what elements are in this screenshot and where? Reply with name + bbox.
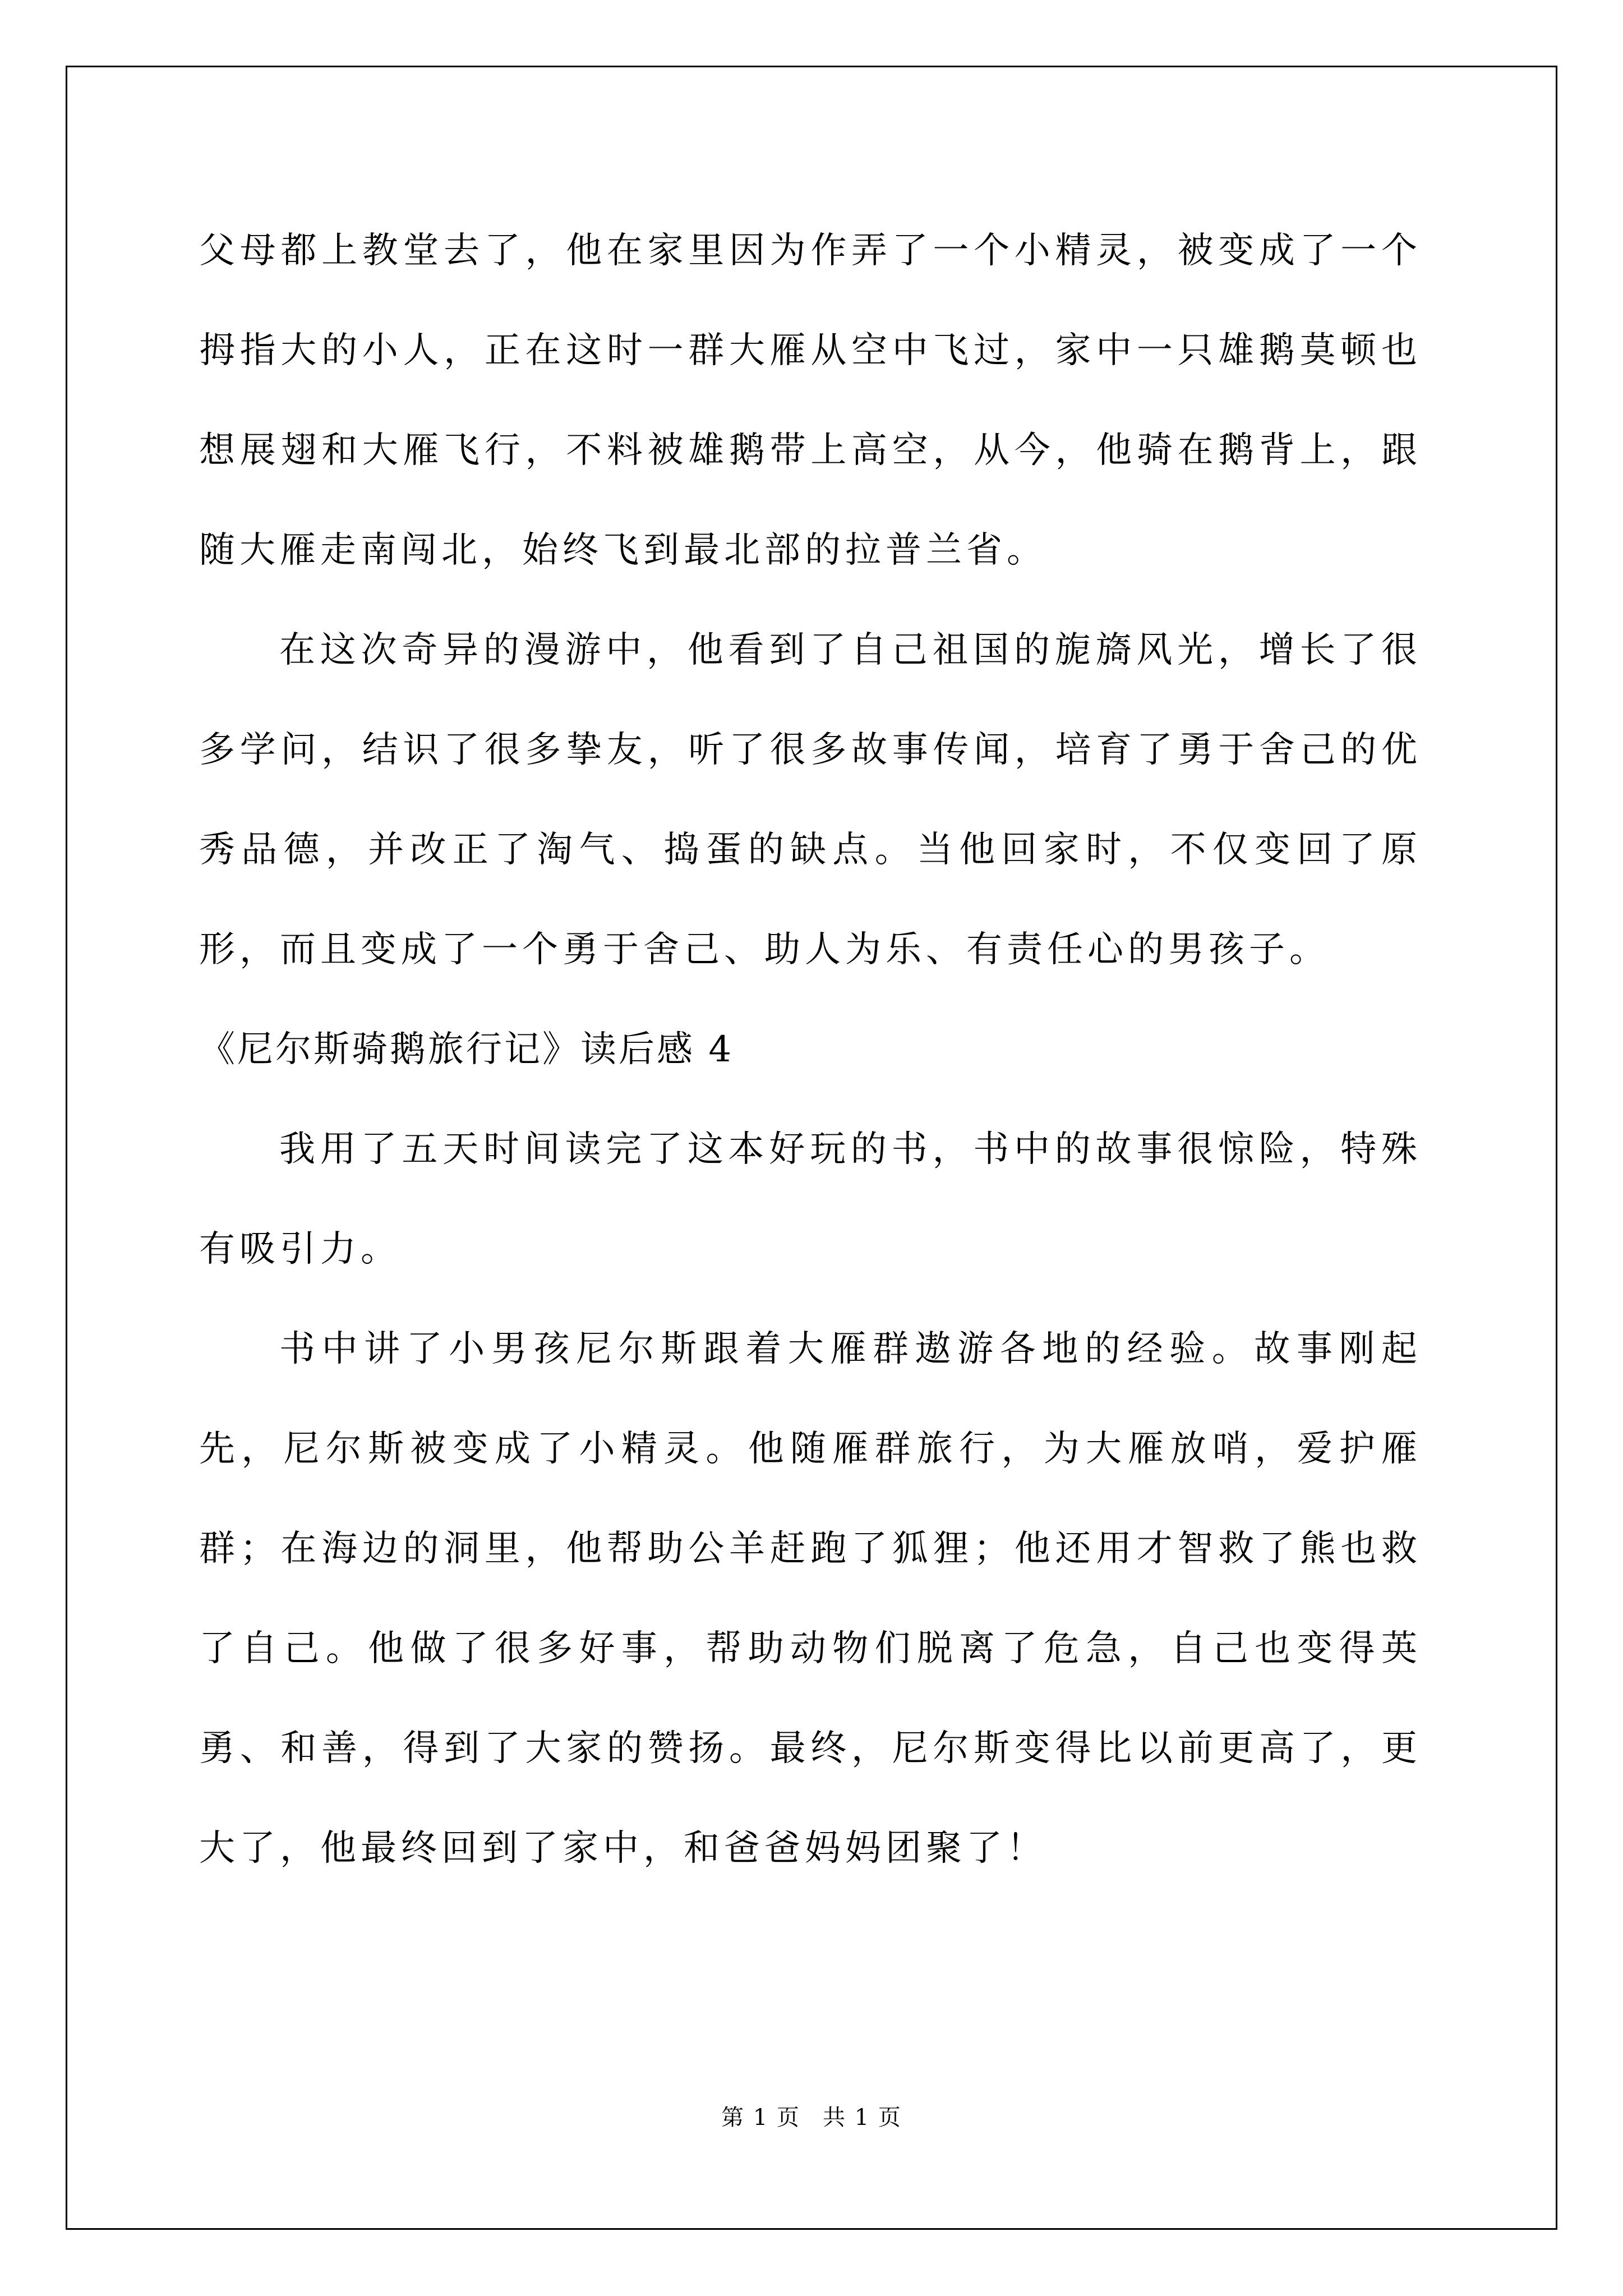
document-body bbox=[199, 201, 1422, 1898]
section-heading: 《尼尔斯骑鹅旅行记》读后感 4 bbox=[199, 1029, 734, 1070]
page-footer bbox=[0, 2101, 1623, 2134]
text-line: 在这次奇异的漫游中，他看到了自己祖国的旎旖风光，增长了很 bbox=[279, 629, 1422, 671]
text-line: 得到了大家的赞扬。最终，尼尔斯变得比以前更高了，更大了，他最 bbox=[199, 1728, 1422, 1869]
paragraph-1 bbox=[199, 201, 1422, 600]
text-line: 尼尔斯被变成了小精灵。他随雁群旅行，为大雁放哨，爱护雁群；在 bbox=[199, 1428, 1422, 1570]
text-line: 父母都上教堂去了，他在家里因为作弄了一个小精灵，被变成了一个 bbox=[199, 230, 1422, 272]
text-line: 他做了很多好事，帮助动物们脱离了危急，自己也变得英勇、和善， bbox=[199, 1628, 1422, 1769]
paragraph-3 bbox=[199, 1099, 1422, 1299]
text-line: 有吸引力。 bbox=[199, 1228, 401, 1270]
text-line: 多学问，结识了很多挚友，听了很多故事传闻，培育了勇于舍己的优 bbox=[199, 729, 1422, 771]
paragraph-2 bbox=[199, 600, 1422, 1000]
text-line: 终回到了家中，和爸爸妈妈团聚了！ bbox=[401, 1828, 1047, 1869]
text-line: 书中讲了小男孩尼尔斯跟着大雁群遨游各地的经验。故事刚起先， bbox=[199, 1328, 1422, 1470]
page-number: 第 1 页 bbox=[721, 2105, 800, 2131]
text-line: 秀品德，并改正了淘气、捣蛋的缺点。当他回家时，不仅变回了原形， bbox=[199, 829, 1422, 970]
page-total: 共 1 页 bbox=[823, 2105, 902, 2131]
text-line: 随大雁走南闯北，始终飞到最北部的拉普兰省。 bbox=[199, 530, 1047, 571]
text-line: 拇指大的小人，正在这时一群大雁从空中飞过，家中一只雄鹅莫顿也 bbox=[199, 330, 1422, 371]
text-line: 海边的洞里，他帮助公羊赶跑了狐狸；他还用才智救了熊也救了自己。 bbox=[199, 1528, 1422, 1669]
text-line: 我用了五天时间读完了这本好玩的书，书中的故事很惊险，特殊 bbox=[279, 1129, 1422, 1170]
paragraph-4 bbox=[199, 1299, 1422, 1898]
text-line: 而且变成了一个勇于舍己、助人为乐、有责任心的男孩子。 bbox=[280, 929, 1330, 970]
text-line: 想展翅和大雁飞行，不料被雄鹅带上高空，从今，他骑在鹅背上，跟 bbox=[199, 430, 1422, 471]
